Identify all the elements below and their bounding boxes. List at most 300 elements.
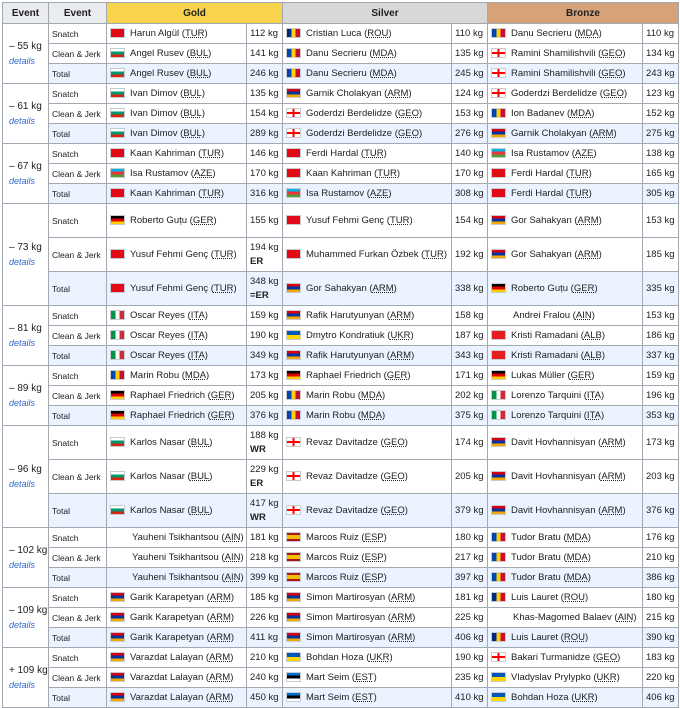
country-code[interactable]: AIN xyxy=(224,572,241,583)
table-row xyxy=(3,24,679,44)
country-code[interactable]: BUL xyxy=(190,471,210,482)
country-code[interactable]: ITA xyxy=(190,350,205,361)
result-value xyxy=(247,164,283,184)
athlete-name[interactable]: Ferdi Hardal xyxy=(511,188,564,199)
details-link[interactable]: details xyxy=(9,115,36,126)
athlete-name[interactable]: Yauheni Tsikhantsou xyxy=(132,552,219,563)
country-code[interactable]: ARM xyxy=(577,215,599,226)
result-value xyxy=(643,668,679,688)
result-value xyxy=(452,548,488,568)
athlete-name[interactable]: Varazdat Lalayan xyxy=(130,652,204,663)
country-code[interactable]: TUR xyxy=(389,215,410,226)
details-link[interactable]: details xyxy=(9,619,36,630)
country-code[interactable]: TUR xyxy=(213,249,234,260)
athlete-name[interactable]: Isa Rustamov xyxy=(306,188,365,199)
weight-lifted: 170 kg xyxy=(455,167,484,179)
athlete-name[interactable]: Oscar Reyes xyxy=(130,310,185,321)
weight-lifted: 123 kg xyxy=(646,87,675,99)
athlete-name[interactable]: Raphael Friedrich xyxy=(130,390,205,401)
weight-lifted: 188 kg xyxy=(250,429,279,441)
country-code[interactable]: TUR xyxy=(201,148,221,159)
result-value xyxy=(643,648,679,668)
country-code[interactable]: GEO xyxy=(601,48,623,59)
athlete-name[interactable]: Bohdan Hoza xyxy=(511,692,569,703)
athlete-name[interactable]: Cristian Luca xyxy=(306,28,362,39)
country-code[interactable]: TUR xyxy=(424,249,444,260)
medalist-s: Rafik Harutyunyan (ARM) xyxy=(283,306,452,326)
athlete-name[interactable]: Harun Algül xyxy=(130,28,180,39)
athlete-name[interactable]: Ivan Dimov xyxy=(130,128,178,139)
country-code[interactable]: ROU xyxy=(563,632,585,643)
athlete-name[interactable]: Garik Karapetyan xyxy=(130,612,204,623)
record-badge: =ER xyxy=(250,289,269,301)
country-code[interactable]: MDA xyxy=(372,48,394,59)
athlete-name[interactable]: Mart Seim xyxy=(306,692,350,703)
country-code[interactable]: MDA xyxy=(566,532,588,543)
weight-lifted: 215 kg xyxy=(646,611,675,623)
flag-bul-icon xyxy=(110,437,125,447)
country-code[interactable]: GEO xyxy=(383,437,405,448)
table-row xyxy=(3,366,679,386)
country-code[interactable]: ARM xyxy=(601,437,623,448)
athlete-name[interactable]: Goderdzi Berdelidze xyxy=(306,128,393,139)
country-code[interactable]: AIN xyxy=(224,532,241,543)
result-value xyxy=(452,44,488,64)
athlete-name[interactable]: Marcos Ruiz xyxy=(306,532,359,543)
weight-lifted: 399 kg xyxy=(250,571,279,583)
athlete-name[interactable]: Ivan Dimov xyxy=(130,88,178,99)
athlete-name[interactable]: Varazdat Lalayan xyxy=(130,692,204,703)
athlete-name[interactable]: Marcos Ruiz xyxy=(306,552,359,563)
table-row xyxy=(3,426,679,460)
country-code[interactable]: ARM xyxy=(601,471,623,482)
athlete-name[interactable]: Dmytro Kondratiuk xyxy=(306,330,385,341)
country-code[interactable]: ARM xyxy=(387,88,409,99)
result-value xyxy=(247,366,283,386)
country-code[interactable]: BUL xyxy=(183,108,202,119)
country-code[interactable]: MDA xyxy=(570,108,592,119)
event-type: Clean & Jerk xyxy=(49,386,107,406)
athlete-name[interactable]: Luis Lauret xyxy=(511,632,559,643)
athlete-name[interactable]: Kristi Ramadani xyxy=(511,330,579,341)
header-silver: Silver xyxy=(283,3,488,24)
result-value xyxy=(643,528,679,548)
country-code[interactable]: ARM xyxy=(209,592,231,603)
medalist-b: Ion Badanev (MDA) xyxy=(488,104,643,124)
athlete-name[interactable]: Raphael Friedrich xyxy=(306,370,381,381)
athlete-name[interactable]: Bakari Turmanidze xyxy=(511,652,591,663)
medalist-b: Roberto Guțu (GER) xyxy=(488,272,643,306)
weight-lifted: 134 kg xyxy=(646,47,675,59)
country-code[interactable]: GEO xyxy=(397,128,420,139)
athlete-name[interactable]: Kaan Kahriman xyxy=(306,168,372,179)
country-code[interactable]: BUL xyxy=(183,88,202,99)
country-code[interactable]: ARM xyxy=(372,283,394,294)
country-code[interactable]: BUL xyxy=(190,505,210,516)
country-code[interactable]: ARM xyxy=(209,692,231,703)
athlete-name[interactable]: Kaan Kahriman xyxy=(130,188,196,199)
athlete-name[interactable]: Marin Robu xyxy=(306,390,356,401)
weight-lifted: 186 kg xyxy=(646,329,675,341)
details-link[interactable]: details xyxy=(9,337,36,348)
flag-geo-icon xyxy=(286,505,301,515)
medalist-s: Simon Martirosyan (ARM) xyxy=(283,608,452,628)
country-code[interactable]: AIN xyxy=(617,612,634,623)
athlete-name[interactable]: Simon Martirosyan xyxy=(306,632,386,643)
country-code[interactable]: MDA xyxy=(360,410,383,421)
country-code[interactable]: GEO xyxy=(383,471,405,482)
country-code[interactable]: ARM xyxy=(209,632,231,643)
country-code[interactable]: TUR xyxy=(213,283,234,294)
country-code[interactable]: ITA xyxy=(190,330,205,341)
country-code[interactable]: MDA xyxy=(577,28,599,39)
medalist-g: Marin Robu (MDA) xyxy=(107,366,247,386)
event-type: Clean & Jerk xyxy=(49,164,107,184)
country-code[interactable]: BUL xyxy=(183,128,202,139)
athlete-name[interactable]: Yusuf Fehmi Genç xyxy=(130,249,209,260)
athlete-name[interactable]: Luis Lauret xyxy=(511,592,559,603)
medalist-g: Garik Karapetyan (ARM) xyxy=(107,608,247,628)
flag-arm-icon xyxy=(286,310,301,320)
country-code[interactable]: GEO xyxy=(383,505,405,516)
country-code[interactable]: ALB xyxy=(583,330,602,341)
result-value xyxy=(247,24,283,44)
athlete-name[interactable]: Garik Karapetyan xyxy=(130,632,204,643)
medalist-s: Revaz Davitadze (GEO) xyxy=(283,460,452,494)
table-row xyxy=(3,648,679,668)
country-code[interactable]: EST xyxy=(355,672,374,683)
country-code[interactable]: AZE xyxy=(369,188,389,199)
athlete-name[interactable]: Goderdzi Berdelidze xyxy=(306,108,393,119)
flag-mda-icon xyxy=(286,48,301,58)
medalist-g: Garik Karapetyan (ARM) xyxy=(107,628,247,648)
result-value xyxy=(452,628,488,648)
country-code[interactable]: GER xyxy=(192,215,214,226)
athlete-name[interactable]: Marin Robu xyxy=(306,410,356,421)
country-code[interactable]: MDA xyxy=(372,68,394,79)
athlete-name[interactable]: Revaz Davitadze xyxy=(306,471,378,482)
weight-lifted: 112 kg xyxy=(250,27,278,39)
athlete-name[interactable]: Goderdzi Berdelidze xyxy=(511,88,598,99)
athlete-name[interactable]: Lorenzo Tarquini xyxy=(511,390,582,401)
athlete-name[interactable]: Roberto Guțu xyxy=(130,215,188,226)
athlete-name[interactable]: Ivan Dimov xyxy=(130,108,178,119)
athlete-name[interactable]: Yusuf Fehmi Genç xyxy=(130,283,209,294)
table-row xyxy=(3,588,679,608)
athlete-name[interactable]: Gor Sahakyan xyxy=(511,215,572,226)
athlete-name[interactable]: Oscar Reyes xyxy=(130,330,185,341)
country-code[interactable]: AZE xyxy=(574,148,594,159)
result-value xyxy=(247,346,283,366)
flag-ukr-icon xyxy=(286,330,301,340)
details-link[interactable]: details xyxy=(9,397,36,408)
country-code[interactable]: MDA xyxy=(360,390,383,401)
country-code[interactable]: GER xyxy=(570,370,592,381)
weight-lifted: 194 kg xyxy=(250,241,279,253)
flag-arm-icon xyxy=(110,652,125,662)
country-code[interactable]: UKR xyxy=(369,652,390,663)
flag-ger-icon xyxy=(491,283,506,293)
flag-esp-icon xyxy=(286,532,301,542)
country-code[interactable]: MDA xyxy=(566,572,588,583)
country-code[interactable]: ITA xyxy=(586,390,601,401)
athlete-name[interactable]: Danu Secrieru xyxy=(306,48,367,59)
country-code[interactable]: TUR xyxy=(377,168,397,179)
category-name: – 55 kg xyxy=(9,40,42,52)
details-link[interactable]: details xyxy=(9,559,36,570)
details-link[interactable]: details xyxy=(9,55,36,66)
event-type: Clean & Jerk xyxy=(49,668,107,688)
result-value xyxy=(247,588,283,608)
medalist-g: Oscar Reyes (ITA) xyxy=(107,326,247,346)
athlete-name[interactable]: Davit Hovhannisyan xyxy=(511,437,596,448)
country-code[interactable]: ARM xyxy=(209,612,231,623)
result-value xyxy=(452,568,488,588)
country-code[interactable]: BUL xyxy=(190,437,210,448)
country-code[interactable]: TUR xyxy=(569,168,589,179)
country-code[interactable]: ESP xyxy=(364,532,384,543)
athlete-name[interactable]: Marin Robu xyxy=(130,370,180,381)
athlete-name[interactable]: Raphael Friedrich xyxy=(130,410,205,421)
country-code[interactable]: ARM xyxy=(389,310,412,321)
result-value xyxy=(643,272,679,306)
country-code[interactable]: ALB xyxy=(583,350,602,361)
result-value xyxy=(247,460,283,494)
athlete-name[interactable]: Simon Martirosyan xyxy=(306,592,386,603)
athlete-name[interactable]: Rafik Harutyunyan xyxy=(306,310,385,321)
country-code[interactable]: ITA xyxy=(586,410,601,421)
athlete-name[interactable]: Davit Hovhannisyan xyxy=(511,505,596,516)
country-code[interactable]: GER xyxy=(210,390,232,401)
athlete-name[interactable]: Muhammed Furkan Özbek xyxy=(306,249,419,260)
athlete-name[interactable]: Garnik Cholakyan xyxy=(511,128,587,139)
medalist-b: Ferdi Hardal (TUR) xyxy=(488,164,643,184)
weight-lifted: 353 kg xyxy=(646,409,675,421)
country-code[interactable]: GER xyxy=(210,410,232,421)
country-code[interactable]: UKR xyxy=(390,330,411,341)
weight-lifted: 343 kg xyxy=(455,349,484,361)
flag-tur-icon xyxy=(110,249,125,259)
athlete-name[interactable]: Danu Secrieru xyxy=(511,28,572,39)
country-code[interactable]: ARM xyxy=(391,632,413,643)
country-code[interactable]: BUL xyxy=(189,68,209,79)
country-code[interactable]: ITA xyxy=(190,310,205,321)
country-code[interactable]: MDA xyxy=(184,370,207,381)
athlete-name[interactable]: Simon Martirosyan xyxy=(306,612,386,623)
weight-lifted: 155 kg xyxy=(250,214,279,226)
athlete-name[interactable]: Davit Hovhannisyan xyxy=(511,471,596,482)
athlete-name[interactable]: Oscar Reyes xyxy=(130,350,185,361)
country-code[interactable]: ARM xyxy=(601,505,623,516)
result-value xyxy=(452,306,488,326)
category-name: – 102 kg xyxy=(9,544,48,556)
category-name: – 67 kg xyxy=(9,160,42,172)
country-code[interactable]: ARM xyxy=(389,350,412,361)
country-code[interactable]: TUR xyxy=(364,148,384,159)
flag-arm-icon xyxy=(286,88,301,98)
medalist-b: Luis Lauret (ROU) xyxy=(488,628,643,648)
athlete-name[interactable]: Yusuf Fehmi Genç xyxy=(306,215,385,226)
athlete-name[interactable]: Marcos Ruiz xyxy=(306,572,359,583)
event-type: Clean & Jerk xyxy=(49,460,107,494)
result-value xyxy=(247,426,283,460)
flag-arm-icon xyxy=(286,612,301,622)
country-code[interactable]: ARM xyxy=(391,592,413,603)
result-value xyxy=(643,568,679,588)
weight-lifted: 376 kg xyxy=(646,504,675,516)
details-link[interactable]: details xyxy=(9,175,36,186)
athlete-name[interactable]: Khas-Magomed Balaev xyxy=(513,612,612,623)
athlete-name[interactable]: Angel Rusev xyxy=(130,48,184,59)
weight-lifted: 210 kg xyxy=(646,551,675,563)
medalist-b: Davit Hovhannisyan (ARM) xyxy=(488,494,643,528)
result-value xyxy=(643,164,679,184)
country-code[interactable]: TUR xyxy=(569,188,589,199)
country-code[interactable]: GEO xyxy=(602,88,625,99)
event-type: Snatch xyxy=(49,24,107,44)
country-code[interactable]: ARM xyxy=(209,672,231,683)
country-code[interactable]: ARM xyxy=(209,652,231,663)
athlete-name[interactable]: Karlos Nasar xyxy=(130,437,185,448)
medalist-s: Kaan Kahriman (TUR) xyxy=(283,164,452,184)
athlete-name[interactable]: Garik Karapetyan xyxy=(130,592,204,603)
details-link[interactable]: details xyxy=(9,256,36,267)
country-code[interactable]: GEO xyxy=(596,652,618,663)
flag-ita-icon xyxy=(491,410,506,420)
athlete-name[interactable]: Andrei Fralou xyxy=(513,310,571,321)
athlete-name[interactable]: Revaz Davitadze xyxy=(306,437,378,448)
country-code[interactable]: ESP xyxy=(364,552,384,563)
athlete-name[interactable]: Karlos Nasar xyxy=(130,471,185,482)
athlete-name[interactable]: Gor Sahakyan xyxy=(511,249,572,260)
athlete-name[interactable]: Mart Seim xyxy=(306,672,350,683)
athlete-name[interactable]: Ramini Shamilishvili xyxy=(511,48,596,59)
country-code[interactable]: ROU xyxy=(367,28,389,39)
athlete-name[interactable]: Garnik Cholakyan xyxy=(306,88,382,99)
country-code[interactable]: ESP xyxy=(364,572,384,583)
details-link[interactable]: details xyxy=(9,478,36,489)
athlete-name[interactable]: Kristi Ramadani xyxy=(511,350,579,361)
medalist-g: Ivan Dimov (BUL) xyxy=(107,124,247,144)
athlete-name[interactable]: Isa Rustamov xyxy=(130,168,189,179)
result-value xyxy=(643,124,679,144)
athlete-name[interactable]: Vladyslav Prylypko xyxy=(511,672,591,683)
results-table xyxy=(2,2,679,708)
weight-lifted: 180 kg xyxy=(455,531,484,543)
athlete-name[interactable]: Ion Badanev xyxy=(511,108,565,119)
weight-lifted: 205 kg xyxy=(455,470,484,482)
athlete-name[interactable]: Rafik Harutyunyan xyxy=(306,350,385,361)
athlete-name[interactable]: Yauheni Tsikhantsou xyxy=(132,572,219,583)
athlete-name[interactable]: Tudor Bratu xyxy=(511,572,561,583)
athlete-name[interactable]: Danu Secrieru xyxy=(306,68,367,79)
country-code[interactable]: UKR xyxy=(574,692,595,703)
weight-lifted: 386 kg xyxy=(646,571,675,583)
athlete-name[interactable]: Varazdat Lalayan xyxy=(130,672,204,683)
flag-mda-icon xyxy=(491,108,506,118)
country-code[interactable]: ROU xyxy=(563,592,585,603)
country-code[interactable]: GER xyxy=(573,283,595,294)
flag-arm-icon xyxy=(110,672,125,682)
category-name: – 109 kg xyxy=(9,604,48,616)
table-row xyxy=(3,460,679,494)
athlete-name[interactable]: Bohdan Hoza xyxy=(306,652,364,663)
athlete-name[interactable]: Ferdi Hardal xyxy=(511,168,564,179)
country-code[interactable]: AZE xyxy=(193,168,213,179)
country-code[interactable]: GEO xyxy=(397,108,420,119)
weight-lifted: 110 kg xyxy=(646,27,674,39)
country-code[interactable]: TUR xyxy=(201,188,221,199)
flag-tur-icon xyxy=(286,148,301,158)
athlete-name[interactable]: Lukas Müller xyxy=(511,370,565,381)
result-value xyxy=(452,64,488,84)
athlete-name[interactable]: Ferdi Hardal xyxy=(306,148,359,159)
table-row xyxy=(3,326,679,346)
athlete-name[interactable]: Yauheni Tsikhantsou xyxy=(132,532,219,543)
country-code[interactable]: ARM xyxy=(391,612,413,623)
flag-mda-icon xyxy=(110,370,125,380)
country-code[interactable]: GER xyxy=(386,370,408,381)
table-row xyxy=(3,124,679,144)
athlete-name[interactable]: Revaz Davitadze xyxy=(306,505,378,516)
country-code[interactable]: BUL xyxy=(189,48,209,59)
country-code[interactable]: ARM xyxy=(577,249,599,260)
country-code[interactable]: TUR xyxy=(184,28,205,39)
country-code[interactable]: AIN xyxy=(575,310,592,321)
athlete-name[interactable]: Lorenzo Tarquini xyxy=(511,410,582,421)
result-value xyxy=(643,608,679,628)
record-badge: ER xyxy=(250,477,264,489)
athlete-name[interactable]: Kaan Kahriman xyxy=(130,148,196,159)
event-type: Total xyxy=(49,184,107,204)
weight-category xyxy=(3,144,49,204)
flag-ger-icon xyxy=(491,370,506,380)
athlete-name[interactable]: Roberto Guțu xyxy=(511,283,569,294)
athlete-name[interactable]: Angel Rusev xyxy=(130,68,184,79)
details-link[interactable]: details xyxy=(9,679,36,690)
weight-lifted: 135 kg xyxy=(250,87,279,99)
athlete-name[interactable]: Tudor Bratu xyxy=(511,552,561,563)
weight-category xyxy=(3,588,49,648)
country-code[interactable]: AIN xyxy=(224,552,241,563)
record-badge: ER xyxy=(250,255,264,267)
country-code[interactable]: GEO xyxy=(601,68,623,79)
event-type: Clean & Jerk xyxy=(49,548,107,568)
event-type: Snatch xyxy=(49,426,107,460)
weight-lifted: 185 kg xyxy=(250,591,279,603)
table-row xyxy=(3,346,679,366)
athlete-name[interactable]: Tudor Bratu xyxy=(511,532,561,543)
country-code[interactable]: UKR xyxy=(596,672,617,683)
flag-ger-icon xyxy=(110,410,125,420)
athlete-name[interactable]: Gor Sahakyan xyxy=(306,283,367,294)
event-type: Total xyxy=(49,568,107,588)
athlete-name[interactable]: Isa Rustamov xyxy=(511,148,570,159)
event-type: Total xyxy=(49,494,107,528)
weight-lifted: 141 kg xyxy=(250,47,279,59)
flag-bul-icon xyxy=(110,48,125,58)
athlete-name[interactable]: Karlos Nasar xyxy=(130,505,185,516)
result-value xyxy=(643,406,679,426)
country-code[interactable]: ARM xyxy=(592,128,614,139)
athlete-name[interactable]: Ramini Shamilishvili xyxy=(511,68,596,79)
weight-lifted: 152 kg xyxy=(646,107,675,119)
result-value xyxy=(247,238,283,272)
table-row xyxy=(3,494,679,528)
country-code[interactable]: EST xyxy=(355,692,374,703)
medalist-b: Tudor Bratu (MDA) xyxy=(488,528,643,548)
country-code[interactable]: MDA xyxy=(566,552,588,563)
